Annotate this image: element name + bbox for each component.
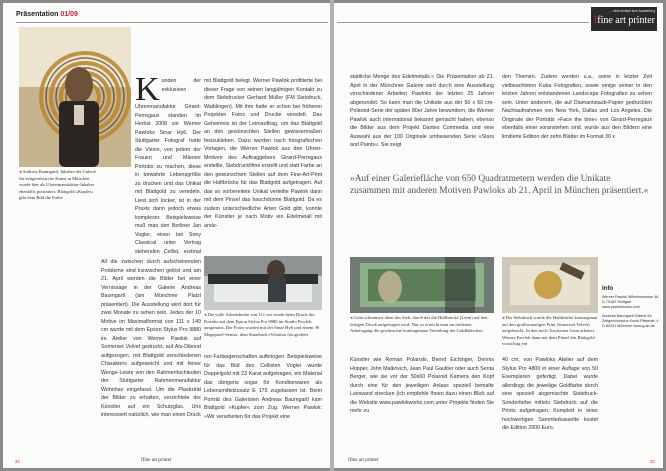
- footer-brand-text: fine art printer: [142, 458, 172, 463]
- col-d-text-3: 40 cm, von Pawloks Atelier auf dem Stylus Pro 4800 in einer Auflage von 50 Exemplaren gefertigt. Dabei wurde allerdings die jeweilige Goldfarbe durch eine speziell angemischte Siebdruck-Sonderfarbe mittels Siebdruck auf die Prints aufgetragen. Komplett in einer hochwertigen Sammlerkassette kostet die Edition 2900 Euro.: [502, 357, 598, 431]
- section-label: Präsentation: [16, 11, 61, 18]
- footer-brand-left: [141, 458, 172, 463]
- col-a-text: unden der exklusiven Uhrenmanufaktur Girard-Perregaux standen im Herbst 2008 vor Werner Pawloks Sinar Hy6. Der Stuttgarter Fotograf hatte die Vision, von jedem der Frauen und Männer Porträts zu machen, diese in bewahrte Lebensgröße zu drucken und das Unikat mit Blattgold zu veredeln. Liest sich locker, ist in der Praxis dann jedoch etwas komplexer. Beispielsweise muß man den Berliner Jan Vogler, einen bei Sony Classical unter Vertrag stehenden Cellist, erstmal: [135, 78, 201, 255]
- info-title: Info: [602, 286, 613, 292]
- brand-name-text: fine art printer: [597, 15, 655, 26]
- footer-brand-right: [348, 458, 379, 463]
- screenprint-caption: [350, 315, 494, 355]
- right-page: [334, 3, 663, 468]
- brand-kicker: ... nicht einfach eine Ausstellung: [609, 9, 655, 13]
- brand-logo: [593, 15, 655, 26]
- gilding-caption: [502, 315, 598, 355]
- section-header: [16, 11, 78, 18]
- footer-brand-text: fine art printer: [349, 458, 379, 463]
- col-b-text-2: ren Farbeigenschaften aufbringen. Beispielsweise für das Bild des Cellisten Vogler wurde Doppelgold mit 23 Karat aufgetragen, ein Material das übrigens sogar für Konditorwaren als Lebensmittelzusatz E 175 zugelassen ist. Beim Porträt des Galeristen Andreas Baumgartl kam Blattgold »Kupfer« zum Zug. Werner Pawlok: »Wir verarbeiten für das Projekt eine: [204, 354, 322, 420]
- col-d-text: den Themen. Zudem werden u.a., seine in letzter Zeit vielbeachteten Kuba Fotografien, sowie einige seiner in den letzten Jahren entstandenen Landscape Fotografien zu sehen sein. Unter anderem, die auf Diamantstaub-Papier gedruckten Nachtaufnahmen von New York, Dallas und Los Angeles.: [502, 74, 652, 114]
- brand-mark-icon: I: [593, 15, 598, 26]
- info-contact-gallery: Andreas Baumgartl Galerie für Zeitgenössische Kunst Pfisterstr. 4 D-80331 München www.g-ab.de: [602, 314, 659, 328]
- screenprint-caption-text: Grün schimmert oben das Sieb, durch das die Haftbrücke (Leim) auf den fertigen Druck aufgetragen wird. Nur so erreicht man im nächsten Arbeitsgang die gewünschte konturgenaue Verteilung der Goldblättchen: [350, 315, 488, 334]
- article-col-b-top: [204, 77, 322, 253]
- brand-mark-icon: I: [141, 458, 143, 463]
- caption-arrow-icon: ◂: [19, 169, 23, 174]
- portrait-photo: [19, 27, 131, 167]
- article-col-a-bottom: [101, 258, 201, 453]
- portrait-caption: [19, 169, 99, 229]
- gilding-photo: [502, 257, 598, 313]
- article-col-d-bottom: [502, 356, 598, 448]
- header-rule: [16, 22, 328, 23]
- col-b-text: mit Blattgold belegt. Werner Pawlok profitierte bei dieser Frage von seinen langjährigen Kontakt zu dem Siebdrucker Gerhard Müller (FM Siebdruck, Waiblingen). Mit ihm hatte er schon bei früheren Projekten Fotos und Drucke veredelt. Das Geheimnis ist der Leimauftrag, um das Blattgold an den gewünschten Stellen gewissermaßen festzukleben. Dazu wurden nach fotografischen Vorlagen, die Werner Pawlok aus den Uhren-Motiven des Auftraggebers Girard-Perregaux erstellte, Siebdruckfilme erstellt und statt Farbe an den gewünschten Stellen auf dem Fine-Art-Print die Haftbrücke für das Blattgold aufgetragen. Auf das so vorbereitete Unikat verteilte Pawlok dann mit dem Pinsel das hauchdünne Blattgold. Da es zudem unterschiedliche Arten Gold gibt, konnte der Künstler je nach Motiv ein Edelmetall mit ande-: [204, 78, 322, 229]
- caption-arrow-icon: ◂: [350, 315, 354, 320]
- pull-quote: »Auf einer Galeriefläche von 650 Quadratmetern werden die Unikate zusammen mit anderen Motiven Pawloks ab 21. April in München präsentiert.«: [350, 174, 649, 196]
- info-box: [602, 286, 660, 446]
- article-col-b-bottom: [204, 353, 322, 449]
- screenprint-photo: [350, 257, 494, 313]
- col-c-text: stattliche Menge des Edelmetalls.« Die Präsentation ab 21. April in der Münchner Galerie wird durch eine Ausstellung verschiedener Arbeiten Pawloks der letzten 25 Jahren abgerundet. So kann man die Unikate aus der 50 x 60 cm-Polaroid-Serie der späten 80er Jahre bewundern, die Werner Pawlok auch international bekannt gemacht haben, ebenso die Bilder aus dem Projekt Dantes Commedia und eine Auswahl aus der 100 Originale umfassenden Serie »Stars and Paints«. Sie zeigt: [350, 74, 494, 148]
- article-col-d-top: [502, 73, 652, 171]
- left-page: [3, 3, 330, 468]
- caption-arrow-icon: ◂: [502, 315, 506, 320]
- col-a-text-2: All die zwischen durch aufscheinenden Probleme sind inzwischen gelöst und am 21. April werden die Bilder bei einer Vernissage in der Galerie Andreas Baumgartl (am Münchner Platzl präsentiert). Die Ausstellung wird dort für zwei Monate zu sehen sein. Jedes der 10 Motive im Maximalformat von 111 x 149 cm wurde mit dem Epson Stylus Pro 9880 im Atelier von Werner Pawlok auf Somerset Velvet gedruckt, auf Alu-Dibond aufgezogen, mit Blattgold verschiedenen Charakters aufgeweicht und mit feiner Wenge-Leiste von den Rahmenfachleuten der Stuttgarter Rahmenmanufaktur Wohnhas eingefasst. Um die Plastizität der Bilder zu erhalten, verzichtete der Künstler auf ein Schutzglas. Uns interessiert natürlich, wie man einen Druck: [101, 259, 201, 418]
- gilding-caption-text: Der Siebdruck wurde die Haftbrücke konturgenau auf den großformatigen Print (Somerset Velvet) aufgebracht. In den noch Trockenen Leim arbeitet Werner Pawlok dann mit dem Pinsel das Blattgold vorsichtig ein: [502, 315, 598, 347]
- article-col-c-bottom: [350, 356, 494, 448]
- brand-mark-icon: I: [348, 458, 350, 463]
- caption-arrow-icon: ◂: [204, 312, 208, 317]
- drop-cap: K: [135, 77, 160, 108]
- header-rule-right: [337, 22, 589, 23]
- printer-photo: [204, 256, 322, 310]
- article-col-a-top: [135, 77, 201, 257]
- article-col-c-top: [350, 73, 494, 171]
- issue-number: 01/09: [60, 11, 78, 18]
- page-number-right: 33: [650, 459, 655, 464]
- col-c-text-2: Künstler wie Roman Polanski, Bernd Eichinger, Dennis Hopper, John Malkovich, Jean Paul Gaultier oder auch Senta Berger, wie sie vor der 50x60 Polaroid Kamera den Kopf durch eine für den jeweiligen Anlass speziell bemalte Leinwand strecken (ich empfehle Ihnen dazu einen Blick auf die Website www.pawlokworks.com unter Projekte finden Sie mehr zu: [350, 357, 494, 414]
- col-d-text-2: Die Originale der Porträts »Face the time« von Girard-Perregaux ebenfalls einer voranstehen sind, wurde aus den Bildern eine limitierte Edition der zehn Blätter im Format 30 x: [502, 108, 652, 140]
- print-caption: [204, 312, 322, 352]
- portrait-caption-text: Andreas Baumgartl, Inhaber der Galerie für zeitgenössische Kunst in München wurde hier als Uhrenmanufaktur-Inhaber ebenfalls porträtiert. Blattgold »Kupfer« gibt dem Bild die Farbe: [19, 169, 97, 201]
- print-caption-text: Die volle Arbeitsbreite von 111 cm wurde beim Druck der Porträts auf dem Epson Stylus Pro 9880 im Studio Pawlok ausgenutzt. Die Fotos wurden mit der Sinar Hy6 und einem 39 Megapixel-Sensor, dem Sinarback eVolution fotografiert: [204, 312, 320, 337]
- info-contact-pawlok: Werner Pawlok Wilhelmstrasse 4A D-70182 Stuttgart www.pawlokworks.com: [602, 295, 659, 309]
- page-number-left: 32: [15, 459, 20, 464]
